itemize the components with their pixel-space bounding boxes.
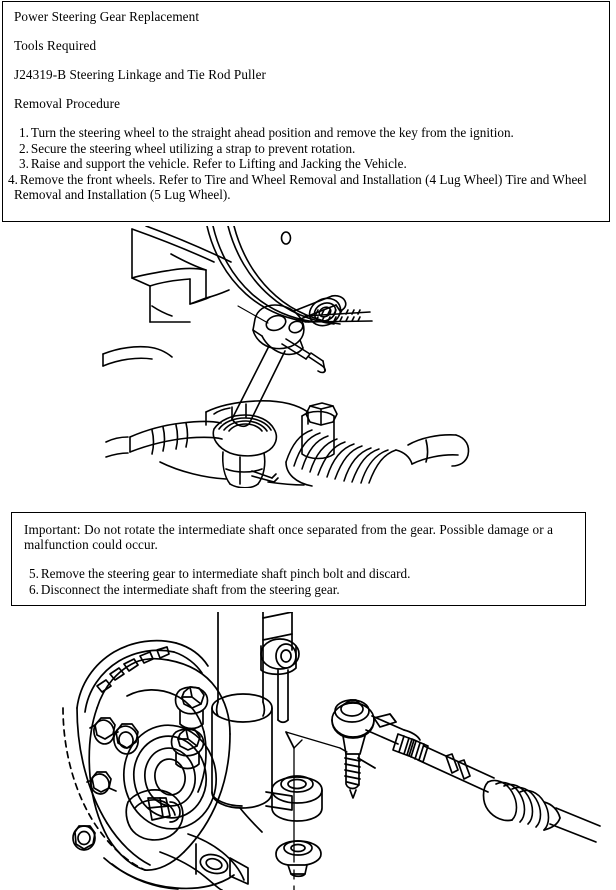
step-text: Remove the steering gear to intermediate shaft pinch bolt and discard. — [40, 566, 411, 581]
step-text: Turn the steering wheel to the straight ahead position and remove the key from the ignition. — [30, 125, 514, 140]
step-number: 6. — [29, 581, 39, 597]
tools-required-heading: Tools Required — [14, 38, 97, 53]
step-number: 4. — [8, 171, 18, 187]
tool-name: J24319-B Steering Linkage and Tie Rod Puller — [14, 67, 267, 82]
step-text: Secure the steering wheel utilizing a strap to prevent rotation. — [30, 140, 356, 156]
important-label: Important: — [24, 522, 81, 537]
intro-text-box — [2, 1, 610, 222]
page-title: Power Steering Gear Replacement — [14, 9, 200, 24]
removal-step-list — [8, 125, 599, 203]
removal-procedure-heading: Removal Procedure — [14, 96, 121, 111]
step-text: Raise and support the vehicle. Refer to Lifting and Jacking the Vehicle. — [30, 156, 407, 172]
figure-steering-knuckle — [0, 612, 616, 890]
important-text: Do not rotate the intermediate shaft once separated from the gear. Possible damage or a malfunction could occur. — [24, 522, 554, 552]
list-item — [24, 582, 573, 598]
step-number: 3. — [19, 156, 29, 172]
figure-intermediate-shaft — [0, 226, 616, 488]
important-notice — [24, 522, 573, 552]
disconnect-step-list — [24, 566, 573, 597]
list-item — [14, 125, 599, 141]
step-text: Disconnect the intermediate shaft from the steering gear. — [40, 581, 340, 597]
intermediate-shaft-diagram — [0, 226, 616, 488]
list-item — [8, 171, 599, 203]
step-number: 1. — [19, 125, 29, 140]
important-notice-box — [11, 512, 586, 606]
steering-knuckle-diagram — [0, 612, 616, 890]
step-number: 2. — [19, 140, 29, 156]
step-text: Remove the front wheels. Refer to Tire and Wheel Removal and Installation (4 Lug Wheel) Tire and Wheel Removal and Installation (5 Lug Wheel). — [14, 171, 587, 203]
list-item — [14, 141, 599, 157]
list-item — [24, 566, 573, 582]
step-number: 5. — [29, 566, 39, 581]
list-item — [14, 156, 599, 172]
